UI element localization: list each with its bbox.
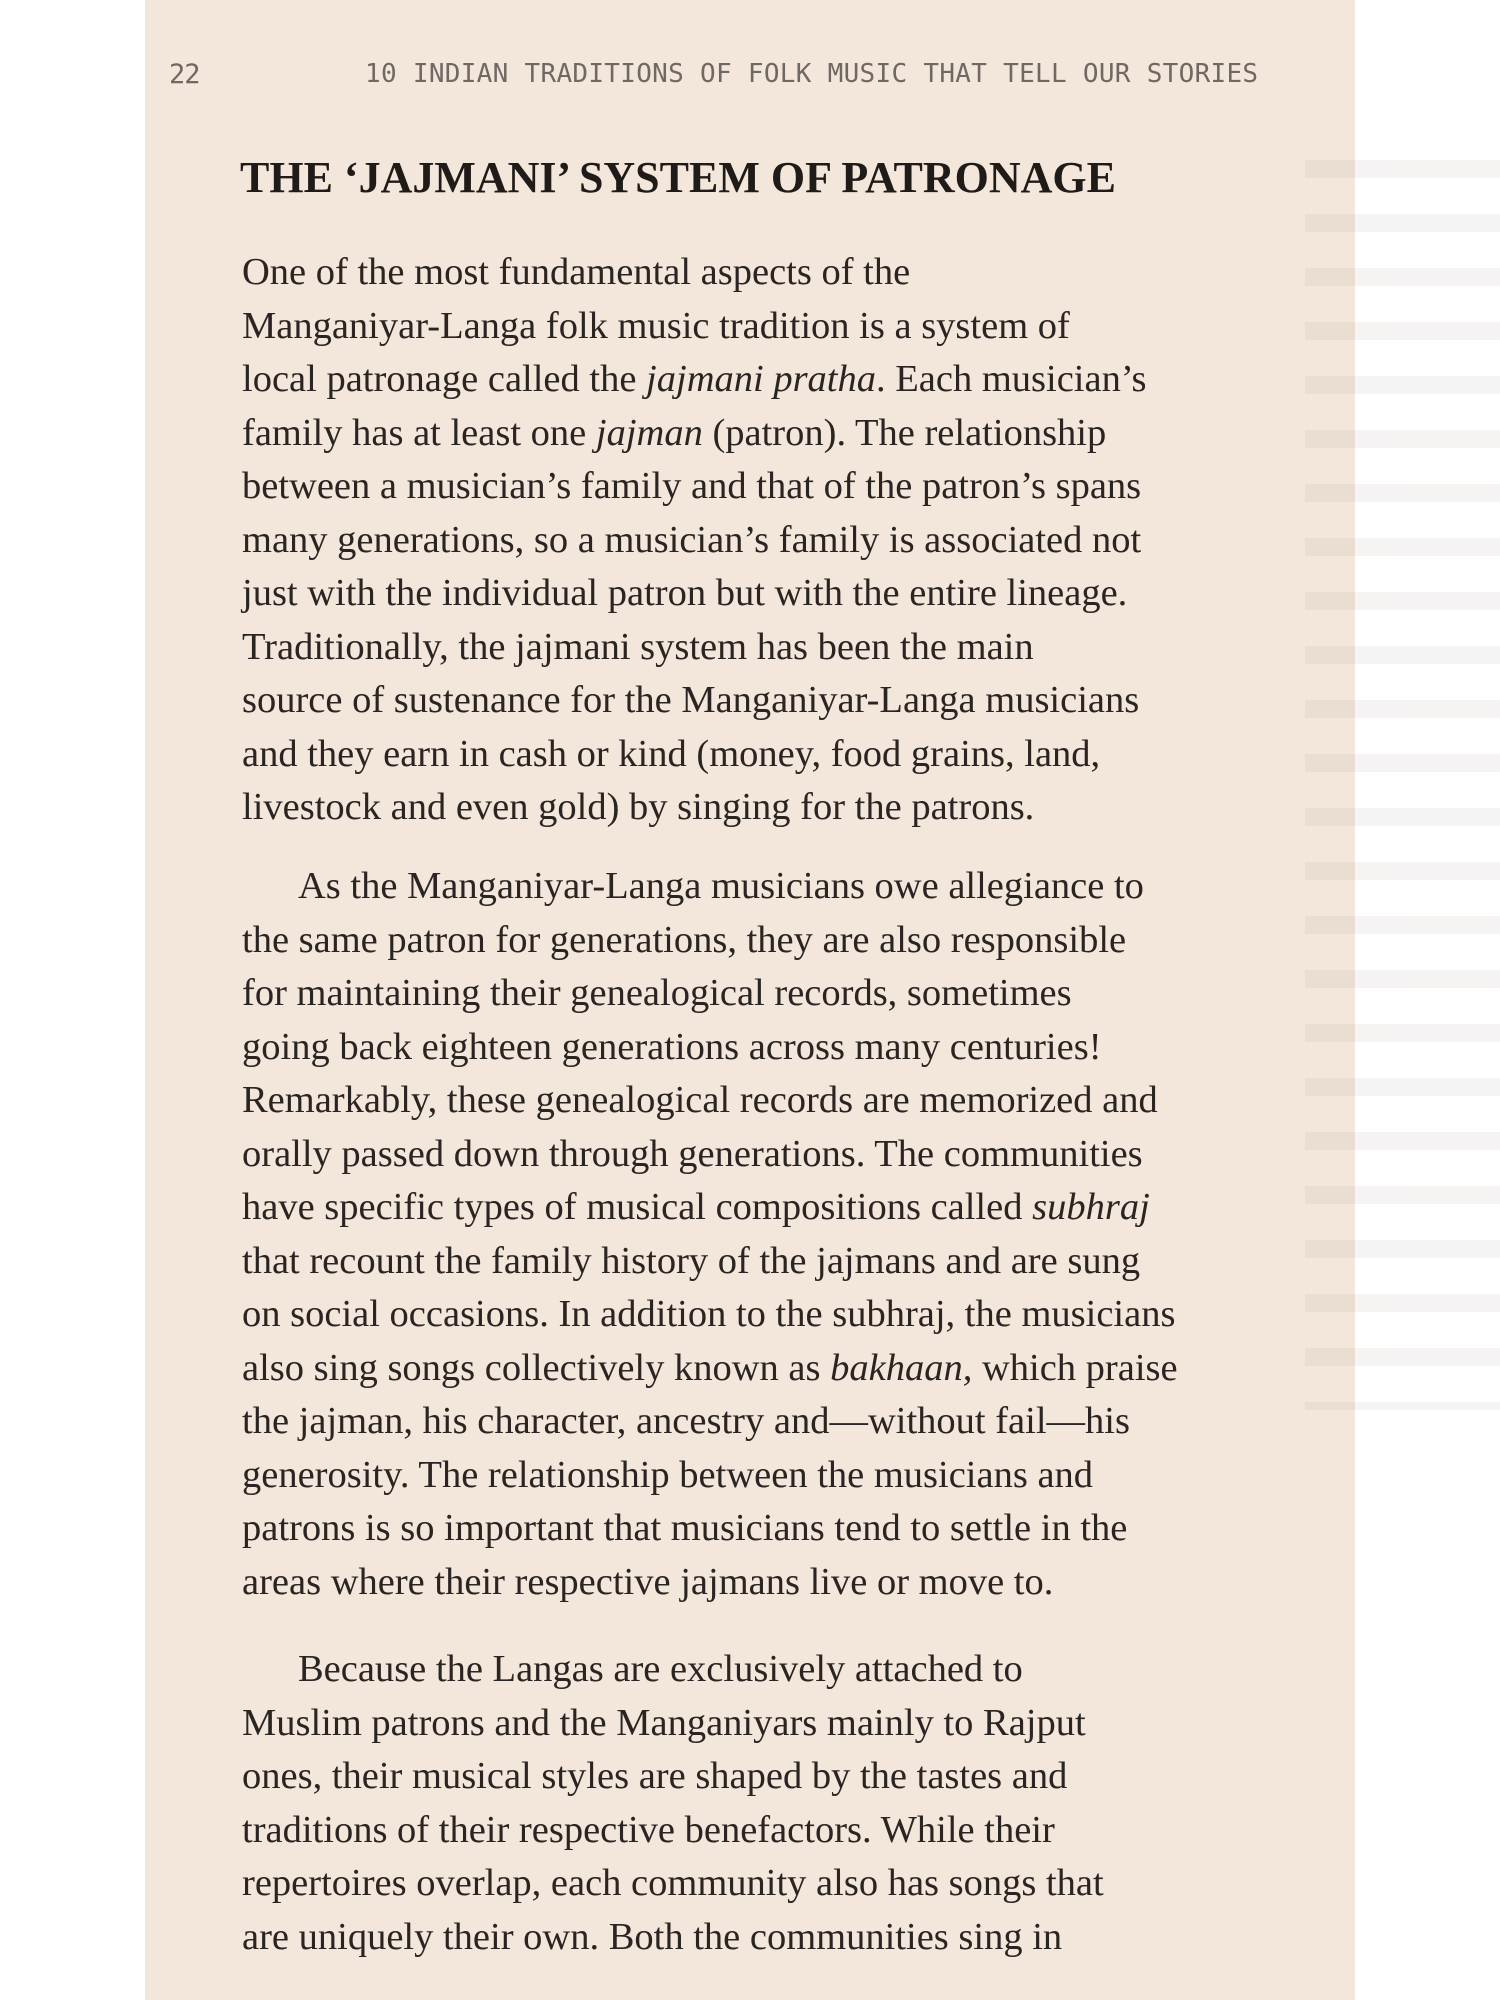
text-line: ones, their musical styles are shaped by the tastes and	[242, 1755, 1068, 1797]
italic-term: bakhaan,	[830, 1346, 973, 1389]
text-line: going back eighteen generations across many centuries!	[242, 1025, 1102, 1068]
text-line: Traditionally, the jajmani system has been the main	[242, 625, 1034, 668]
text-line: patrons is so important that musicians tend to settle in the	[242, 1507, 1128, 1549]
text-line: Manganiyar-Langa folk music tradition is a system of	[242, 304, 1070, 347]
page-header	[145, 55, 1355, 95]
show-through-text	[1305, 160, 1500, 1410]
text-span: which praise	[972, 1346, 1178, 1389]
text-line: As the Manganiyar-Langa musicians owe allegiance to	[298, 865, 1144, 907]
text-line: areas where their respective jajmans live or move to.	[242, 1560, 1054, 1603]
text-line: traditions of their respective benefactors. While their	[242, 1808, 1055, 1851]
text-line: source of sustenance for the Manganiyar-Langa musicians	[242, 679, 1140, 721]
text-line: that recount the family history of the jajmans and are sung	[242, 1239, 1141, 1282]
text-line: the same patron for generations, they are also responsible	[242, 918, 1127, 961]
text-line: the jajman, his character, ancestry and—without fail—his	[242, 1400, 1130, 1442]
text-line: Because the Langas are exclusively attached to	[298, 1648, 1023, 1690]
text-line: are uniquely their own. Both the communities sing in	[242, 1915, 1063, 1958]
text-line: livestock and even gold) by singing for the patrons.	[242, 786, 1035, 828]
text-line	[242, 407, 1322, 461]
italic-term: jajman	[595, 411, 703, 454]
book-page	[145, 0, 1355, 2000]
italic-term: subhraj	[1032, 1186, 1150, 1228]
text-line	[242, 353, 1322, 407]
text-line: between a musician’s family and that of the patron’s spans	[242, 465, 1142, 507]
text-span: family has at least one	[242, 411, 587, 454]
text-line: just with the individual patron but with the entire lineage.	[242, 572, 1128, 614]
paragraph-2	[242, 860, 1322, 1609]
text-span: . Each musician’s	[876, 358, 1147, 400]
text-line: Muslim patrons and the Manganiyars mainly to Rajput	[242, 1701, 1086, 1744]
text-line	[242, 1342, 1322, 1396]
text-line: for maintaining their genealogical records, sometimes	[242, 972, 1072, 1014]
italic-term: jajmani pratha	[646, 358, 876, 400]
page-number: 22	[169, 59, 200, 90]
text-line	[242, 1181, 1322, 1235]
text-span: local patronage called the	[242, 358, 637, 400]
running-title: 10 INDIAN TRADITIONS OF FOLK MUSIC THAT TELL OUR STORIES	[365, 59, 1259, 89]
paragraph-1	[242, 246, 1322, 835]
text-line: and they earn in cash or kind (money, food grains, land,	[242, 732, 1101, 775]
text-line: One of the most fundamental aspects of the	[242, 251, 911, 293]
text-line: many generations, so a musician’s family is associated not	[242, 518, 1142, 561]
paragraph-3	[242, 1643, 1322, 1964]
text-line: on social occasions. In addition to the subhraj, the musicians	[242, 1293, 1176, 1335]
section-heading: THE ‘JAJMANI’ SYSTEM OF PATRONAGE	[240, 153, 1116, 202]
text-span: (patron). The relationship	[702, 411, 1107, 454]
text-line: Remarkably, these genealogical records are memorized and	[242, 1079, 1158, 1121]
text-span: have specific types of musical compositions called	[242, 1186, 1023, 1228]
text-line: repertoires overlap, each community also has songs that	[242, 1862, 1104, 1904]
text-span: also sing songs collectively known as	[242, 1346, 821, 1389]
text-line: orally passed down through generations. The communities	[242, 1132, 1143, 1175]
text-line: generosity. The relationship between the musicians and	[242, 1453, 1094, 1496]
